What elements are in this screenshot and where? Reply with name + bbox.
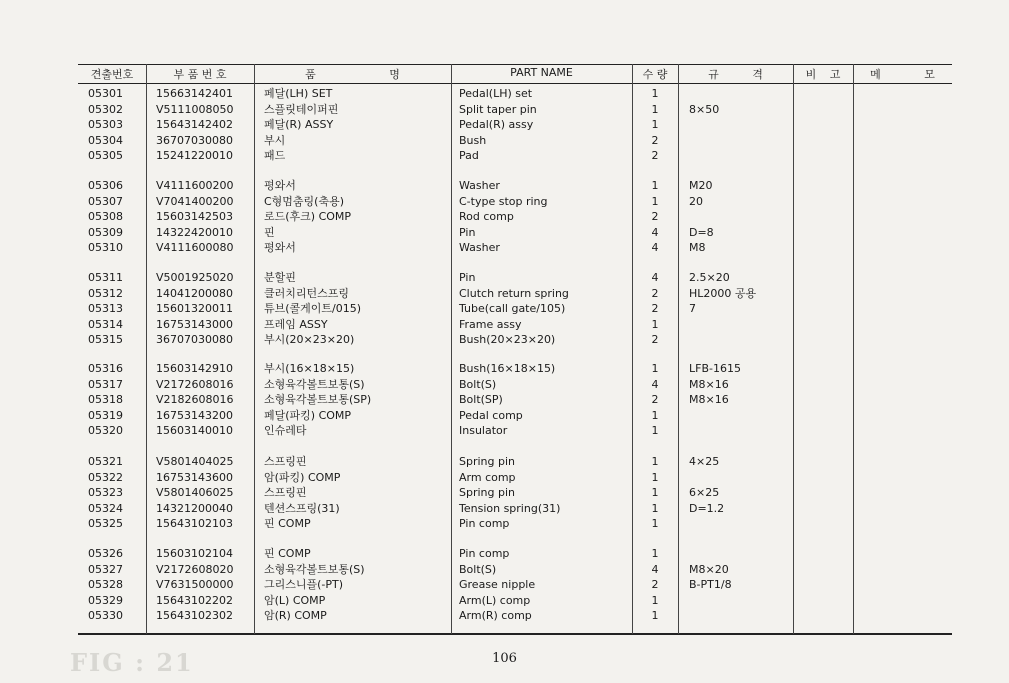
header-memo: 메 모 [870,68,935,81]
part-code: 05327 [88,562,123,576]
part-name-english: Clutch return spring [459,286,569,300]
part-number: 15643102103 [156,517,233,530]
specification: LFB-1615 [689,362,741,375]
part-number: 14041200080 [156,286,233,300]
header-name-en: PART NAME [510,66,573,79]
part-name-english: Insulator [459,424,508,437]
col-divider [678,64,679,634]
col-divider [451,64,452,634]
part-code: 05303 [88,118,123,131]
part-number: V7041400200 [156,194,234,208]
header-remarks: 비 고 [805,68,841,81]
part-name-korean: 클러치리턴스프링 [264,286,350,300]
part-name-korean: 스프링핀 [264,486,307,499]
part-number: V5001925020 [156,271,234,284]
part-name-korean: 페달(R) ASSY [264,118,334,131]
quantity: 1 [651,517,659,530]
header-name-ko: 품 명 [305,68,400,81]
part-name-korean: 핀 COMP [264,547,311,560]
part-name-english: Tube(call gate/105) [459,302,566,315]
part-name-korean: 부시(20×23×20) [264,333,355,346]
part-name-english: Arm comp [459,470,516,484]
quantity: 4 [651,225,659,239]
specification: 4×25 [689,455,720,468]
part-number: V4111600200 [156,179,234,192]
part-name-korean: 로드(후크) COMP [264,210,352,223]
part-number: V2172608016 [156,377,234,391]
part-name-english: Bush [459,133,487,147]
part-name-english: Bush(16×18×15) [459,362,556,375]
part-name-korean: 페달(파킹) COMP [264,408,352,422]
specification: 2.5×20 [689,271,730,284]
quantity: 1 [651,486,659,499]
part-number: 14322420010 [156,225,233,239]
quantity: 1 [651,470,659,484]
part-name-korean: 암(R) COMP [264,609,327,622]
part-name-english: Grease nipple [459,578,536,591]
bleed-through-artifact: FIG : 21 [70,648,194,677]
part-number: 15603142910 [156,362,233,375]
part-code: 05318 [88,393,123,406]
part-code: 05322 [88,470,123,484]
part-name-english: Bolt(S) [459,562,497,576]
part-name-english: Spring pin [459,455,516,468]
part-code: 05313 [88,302,123,315]
part-code: 05308 [88,210,123,223]
part-number: V4111600080 [156,241,234,254]
col-divider [254,64,255,634]
quantity: 2 [651,149,659,162]
part-number: 16753143200 [156,408,233,422]
part-code: 05321 [88,455,123,468]
part-number: 36707030080 [156,133,233,147]
part-name-korean: 텐션스프링(31) [264,501,340,515]
part-number: V7631500000 [156,578,234,591]
specification: 7 [689,302,696,315]
part-name-korean: 분할핀 [264,271,296,284]
quantity: 2 [651,302,659,315]
quantity: 1 [651,424,659,437]
part-code: 05323 [88,486,123,499]
part-number: 15663142401 [156,87,233,100]
part-name-english: Bush(20×23×20) [459,333,556,346]
quantity: 1 [651,609,659,622]
col-divider [146,64,147,634]
part-name-korean: 스프링핀 [264,455,307,468]
part-name-english: Pin [459,225,476,239]
specification: M8×16 [689,393,729,406]
part-code: 05319 [88,408,123,422]
specification: M20 [689,179,713,192]
part-name-korean: 암(L) COMP [264,593,326,607]
header-part-no: 부 품 번 호 [173,68,227,81]
quantity: 1 [651,593,659,607]
part-code: 05309 [88,225,123,239]
part-code: 05316 [88,362,123,375]
quantity: 1 [651,501,659,515]
specification: 8×50 [689,102,720,116]
part-name-english: Tension spring(31) [459,501,561,515]
quantity: 1 [651,455,659,468]
part-code: 05306 [88,179,123,192]
part-code: 05301 [88,87,123,100]
part-number: 16753143600 [156,470,233,484]
part-name-korean: 패드 [264,149,286,162]
header-qty: 수 량 [642,68,668,81]
specification: 6×25 [689,486,720,499]
part-name-korean: 소형육각볼트보통(S) [264,377,365,391]
part-name-english: C-type stop ring [459,194,548,208]
part-code: 05324 [88,501,123,515]
part-name-korean: 암(파킹) COMP [264,470,341,484]
part-number: 16753143000 [156,317,233,331]
part-number: 15603102104 [156,547,233,560]
part-name-korean: 평와서 [264,241,296,254]
part-number: V5801406025 [156,486,234,499]
part-name-korean: 프레임 ASSY [264,317,328,331]
part-code: 05302 [88,102,123,116]
quantity: 4 [651,271,659,284]
part-number: 15643102202 [156,593,233,607]
quantity: 2 [651,333,659,346]
quantity: 4 [651,241,659,254]
table-bottom-rule [78,633,952,635]
part-name-english: Arm(L) comp [459,593,531,607]
part-name-english: Pedal comp [459,408,523,422]
quantity: 1 [651,179,659,192]
part-name-english: Bolt(SP) [459,393,503,406]
quantity: 2 [651,393,659,406]
header-bottom-rule [78,83,952,84]
part-name-english: Washer [459,241,500,254]
specification: 20 [689,194,703,208]
part-number: 14321200040 [156,501,233,515]
quantity: 2 [651,133,659,147]
part-code: 05314 [88,317,123,331]
part-code: 05315 [88,333,123,346]
quantity: 4 [651,377,659,391]
part-name-english: Pin comp [459,547,510,560]
part-name-english: Bolt(S) [459,377,497,391]
part-name-korean: 소형육각볼트보통(SP) [264,393,372,406]
part-name-korean: 부시(16×18×15) [264,362,355,375]
specification: M8 [689,241,706,254]
part-number: V5801404025 [156,455,234,468]
part-name-korean: 핀 COMP [264,517,311,530]
specification: HL2000 공용 [689,286,757,300]
col-divider [793,64,794,634]
part-name-english: Pin [459,271,476,284]
part-name-english: Pin comp [459,517,510,530]
col-divider [853,64,854,634]
part-name-korean: 페달(LH) SET [264,87,333,100]
part-code: 05320 [88,424,123,437]
part-name-korean: 스플릿테이퍼핀 [264,102,339,116]
specification: D=1.2 [689,501,725,515]
part-name-english: Pedal(LH) set [459,87,533,100]
part-code: 05326 [88,547,123,560]
quantity: 1 [651,194,659,208]
part-number: 15603140010 [156,424,233,437]
part-name-english: Arm(R) comp [459,609,532,622]
specification: M8×20 [689,562,729,576]
quantity: 2 [651,286,659,300]
part-code: 05311 [88,271,123,284]
specification: M8×16 [689,377,729,391]
table-top-rule [78,64,952,65]
part-number: 15241220010 [156,149,233,162]
part-name-korean: 평와서 [264,179,296,192]
page-number: 106 [492,651,517,666]
part-name-korean: 인슈레타 [264,424,307,437]
part-name-english: Washer [459,179,500,192]
part-number: 15643142402 [156,118,233,131]
part-code: 05328 [88,578,123,591]
part-number: V2182608016 [156,393,234,406]
part-name-korean: 핀 [264,225,275,239]
part-code: 05307 [88,194,123,208]
header-code: 견출번호 [90,68,134,81]
part-name-english: Spring pin [459,486,516,499]
part-name-english: Rod comp [459,210,514,223]
quantity: 1 [651,408,659,422]
part-name-korean: 그리스니플(-PT) [264,578,344,591]
specification: D=8 [689,225,714,239]
part-name-english: Pedal(R) assy [459,118,534,131]
quantity: 1 [651,87,659,100]
quantity: 1 [651,362,659,375]
quantity: 1 [651,547,659,560]
part-code: 05330 [88,609,123,622]
part-number: 15643102302 [156,609,233,622]
quantity: 2 [651,578,659,591]
part-name-korean: C형멈춤링(축용) [264,194,345,208]
part-name-english: Pad [459,149,479,162]
part-name-korean: 소형육각볼트보통(S) [264,562,365,576]
part-code: 05305 [88,149,123,162]
part-name-english: Split taper pin [459,102,537,116]
part-name-korean: 부시 [264,133,286,147]
part-number: V2172608020 [156,562,234,576]
part-code: 05317 [88,377,123,391]
quantity: 4 [651,562,659,576]
part-code: 05325 [88,517,123,530]
part-number: 15603142503 [156,210,233,223]
part-number: V5111008050 [156,102,234,116]
quantity: 2 [651,210,659,223]
part-name-korean: 튜브(콜게이트/015) [264,302,362,315]
quantity: 1 [651,118,659,131]
part-number: 15601320011 [156,302,233,315]
part-name-english: Frame assy [459,317,522,331]
header-spec: 규 격 [708,68,763,81]
part-code: 05310 [88,241,123,254]
part-code: 05312 [88,286,123,300]
part-code: 05304 [88,133,123,147]
quantity: 1 [651,317,659,331]
specification: B-PT1/8 [689,578,732,591]
quantity: 1 [651,102,659,116]
part-number: 36707030080 [156,333,233,346]
part-code: 05329 [88,593,123,607]
